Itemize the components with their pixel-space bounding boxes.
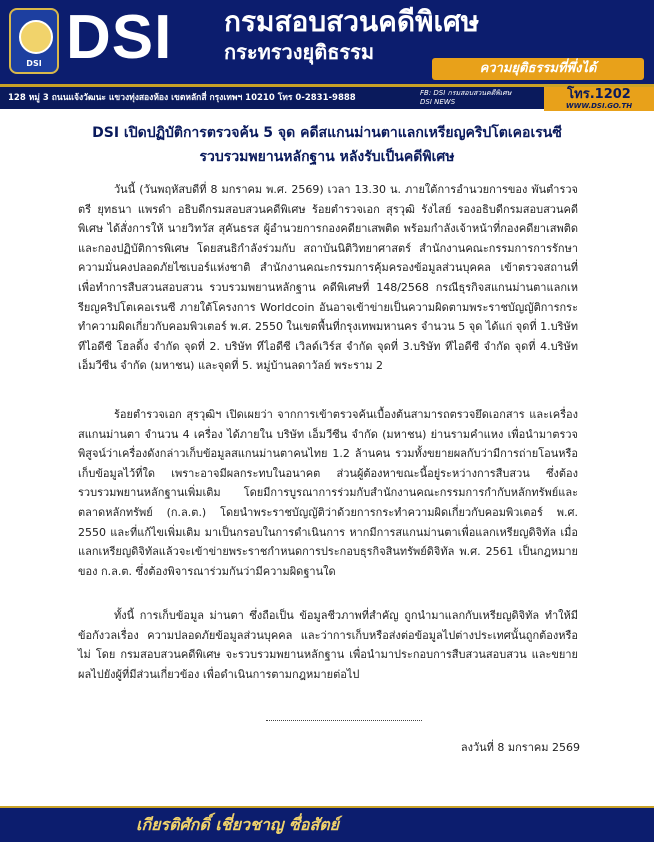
document-date: ลงวันที่ 8 มกราคม 2569 <box>460 741 580 754</box>
letterhead-header <box>0 0 654 86</box>
slogan-badge <box>432 58 644 80</box>
letterhead-footer <box>0 808 654 842</box>
ministry-name: กระทรวงยุติธรรม <box>224 40 375 64</box>
website-url: WWW.DSI.GO.TH <box>565 102 633 110</box>
emblem-icon <box>19 20 53 54</box>
paragraph-2-text: ร้อยตำรวจเอก สุรวุฒิฯ เปิดเผยว่า จากการเข้าตรวจค้นเบื้องต้นสามารถตรวจยึดเอกสาร และเครื่องสแกนม่านตา จำนวน 4 เครื่อง ได้ภายใน บริษัท เอ็มวีซีน จำกัด (มหาชน) ย่านรามคำแหง เพื่อนำมาตรวจพิสูจน์ว่าเครื่องดังกล่าวเก็บข้อมูลสแกนม่านตาคนไทย 1.2 ล้านคน รวมทั้งขยายผลกับว่ามีการถ่ายโอนหรือเก็บข้อมูลไว้ที่ใด เพราะอาจมีผลกระทบในอนาคต ส่วนผู้ต้องหาขณะนี้อยู่ระหว่างการสืบสวน ซึ่งต้องรวบรวมพยานหลักฐานเพิ่มเติม โดยมีการบูรณาการร่วมกับสำนักงานคณะกรรมการกำกับหลักทรัพย์และตลาดหลักทรัพย์ (ก.ล.ต.) โดยนำพระราชบัญญัติว่าด้วยการกระทำความผิดเกี่ยวกับคอมพิวเตอร์ พ.ศ. 2550 และที่แก้ไขเพิ่มเติม มาเป็นกรอบในการดำเนินการ หากมีการสแกนม่านตาเพื่อแลกเหรียญดิจิทัล เมื่อแลกเหรียญดิจิทัลแล้วจะเข้าข่ายพระราชกำหนดการประกอบธุรกิจสินทรัพย์ดิจิทัล พ.ศ. 2561 เป็นกฎหมายของ ก.ล.ต. ซึ่งต้องพิจารณาร่วมกันว่ามีความผิดฐานใด <box>78 408 578 578</box>
address-text: 128 หมู่ 3 ถนนแจ้งวัฒนะ แขวงทุ่งสองห้อง เขตหลักสี่ กรุงเทพฯ 10210 โทร 0-2831-9888 <box>8 93 356 103</box>
paragraph-1-text: วันนี้ (วันพฤหัสบดีที่ 8 มกราคม พ.ศ. 2569) เวลา 13.30 น. ภายใต้การอำนวยการของ พันตำรวจตรี ยุทธนา แพรดำ อธิบดีกรมสอบสวนคดีพิเศษ ร้อยตำรวจเอก สุรวุฒิ รังไสย์ รองอธิบดีกรมสอบสวนคดีพิเศษ ได้สั่งการให้ นายวิทวัส สุคันธรส ผู้อำนวยการกองคดียาเสพติด พร้อมกำลังเจ้าหน้าที่กองคดียาเสพติด และกองปฏิบัติการพิเศษ โดยสนธิกำลังร่วมกับ สถาบันนิติวิทยาศาสตร์ สำนักงานคณะกรรมการการรักษาความมั่นคงปลอดภัยไซเบอร์แห่งชาติ สำนักงานคณะกรรมการคุ้มครองข้อมูลส่วนบุคคล เข้าตรวจสถานที่ เพื่อทำการสืบสวนสอบสวน รวบรวมพยานหลักฐาน คดีพิเศษที่ 148/2568 กรณีธุรกิจสแกนม่านตาแลกเหรียญคริปโตเคอเรนซี ภายใต้โครงการ Worldcoin อันอาจเข้าข่ายเป็นความผิดตามพระราชบัญญัติการกระทำความผิดเกี่ยวกับคอมพิวเตอร์ พ.ศ. 2550 ในเขตพื้นที่กรุงเทพมหานคร จำนวน 5 จุด ได้แก่ จุดที่ 1.บริษัท ทีไอดีซี โฮลดิ้ง จำกัด จุดที่ 2. บริษัท ทีไอดีซี เวิลด์เวิร์ส จำกัด จุดที่ 3.บริษัท ทีไอดีซี จำกัด จุดที่ 4.บริษัท เอ็มวีซีน จำกัด (มหาชน) และจุดที่ 5. หมู่บ้านลดาวัลย์ พระราม 2 <box>78 183 578 373</box>
paragraph-3 <box>78 606 578 684</box>
facebook-text: FB: DSI กรมสอบสวนคดีพิเศษ <box>420 89 512 97</box>
document-title-line2: รวบรวมพยานหลักฐาน หลังรับเป็นคดีพิเศษ <box>199 149 455 165</box>
hotline-number: โทร.1202 <box>567 87 631 102</box>
document-title-line1: DSI เปิดปฏิบัติการตรวจค้น 5 จุด คดีสแกนม่านตาแลกเหรียญคริปโตเคอเรนซี <box>92 125 562 141</box>
footer-motto: เกียรติศักดิ์ เชี่ยวชาญ ซื่อสัตย์ <box>136 815 340 834</box>
signature-divider <box>266 720 422 721</box>
hotline-badge <box>544 87 654 111</box>
paragraph-3-text: ทั้งนี้ การเก็บข้อมูล ม่านตา ซึ่งถือเป็น ข้อมูลชีวภาพที่สำคัญ ถูกนำมาแลกกับเหรียญดิจิทัล ทำให้มีข้อกังวลเรื่อง ความปลอดภัยข้อมูลส่วนบุคคล และว่าการเก็บหรือส่งต่อข้อมูลไปต่างประเทศนั้นถูกต้องหรือไม่ โดย กรมสอบสวนคดีพิเศษ จะรวบรวมพยานหลักฐาน เพื่อนำมาประกอบการสืบสวนสอบสวน และขยายผลไปยังผู้ที่มีส่วนเกี่ยวข้อง เพื่อดำเนินการตามกฎหมายต่อไป <box>78 609 578 681</box>
dsi-logo <box>9 8 59 74</box>
department-name: กรมสอบสวนคดีพิเศษ <box>224 5 480 38</box>
logo-text: DSI <box>26 59 42 68</box>
brand-wordmark: DSI <box>66 3 173 72</box>
slogan-text: ความยุติธรรมที่พึ่งได้ <box>479 61 597 76</box>
paragraph-1 <box>78 180 578 376</box>
news-text: DSI NEWS <box>420 98 456 106</box>
paragraph-2 <box>78 405 578 581</box>
